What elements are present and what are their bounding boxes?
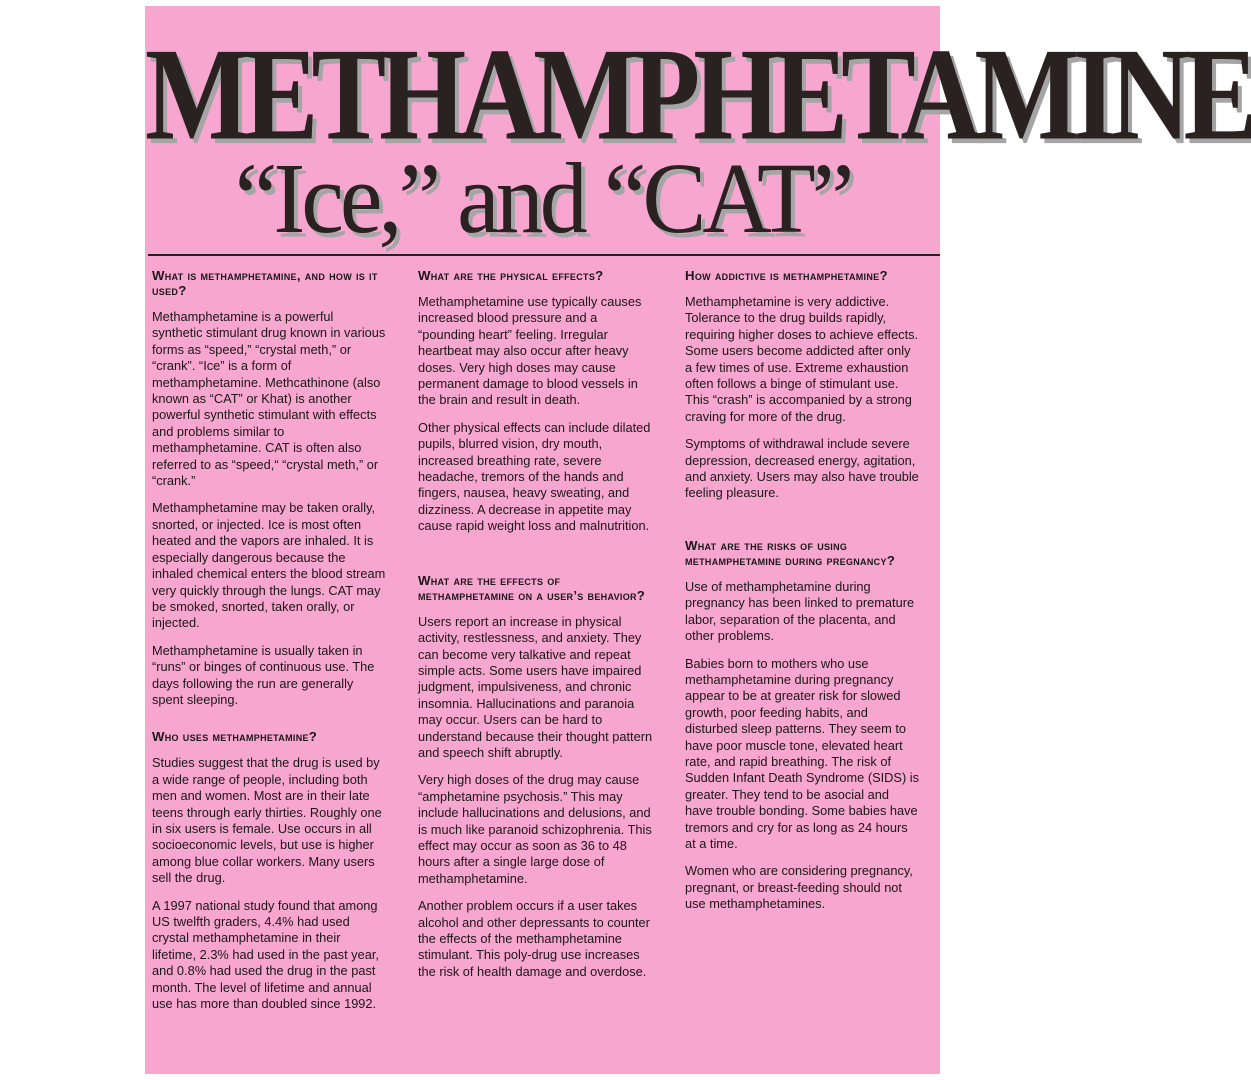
section-heading: What are the physical effects? <box>418 268 604 283</box>
paragraph: Babies born to mothers who use methamphetamine during pregnancy appear to be at greater risk for slowed growth, poor feeding habits, and disturbed sleep patterns. They seem to have poor muscle tone, elevated heart rate, and rapid breathing. The risk of Sudden Infant Death Syndrome (SIDS) is greater. They tend to be asocial and have trouble bonding. Some babies have tremors and cry for as long as 24 hours at a time. <box>685 655 920 851</box>
paragraph: Studies suggest that the drug is used by a wide range of people, including both men and women. Most are in their late teens through early thirties. Roughly one in six users is female. Use occurs in all socioeconomic levels, but use is higher among blue collar workers. Many users sell the drug. <box>152 755 382 886</box>
paragraph: Methamphetamine use typically causes increased blood pressure and a “pounding heart” feeling. Irregular heartbeat may also occur after heavy doses. Very high doses may cause permanent damage to blood vessels in the brain and result in death. <box>418 294 642 408</box>
page-title: METHAMPHETAMINE <box>145 21 1251 168</box>
paragraph: Symptoms of withdrawal include severe depression, decreased energy, agitation, and anxiety. Users may also have trouble feeling pleasure. <box>685 436 919 501</box>
paragraph: Methamphetamine may be taken orally, snorted, or injected. Ice is most often heated and the vapors are inhaled. It is especially dangerous because the inhaled chemical enters the blood stream very quickly through the lungs. CAT may be smoked, snorted, taken orally, or injected. <box>152 500 386 631</box>
section-heading: Who uses methamphetamine? <box>152 729 318 745</box>
section-heading: How addictive is methamphetamine? <box>685 268 888 283</box>
section-heading: What are the risks of using methamphetamine during pregnancy? <box>685 537 896 568</box>
paragraph: Methamphetamine is usually taken in “runs” or binges of continuous use. The days following the run are generally spent sleeping. <box>152 642 375 707</box>
page-subtitle: “Ice,” and “CAT” <box>234 141 851 255</box>
paragraph: A 1997 national study found that among US twelfth graders, 4.4% had used crystal methamphetamine in their lifetime, 2.3% had used in the past year, and 0.8% had used the drug in the past month. The level of lifetime and annual use has more than doubled since 1992. <box>152 897 379 1012</box>
column-2 <box>418 268 653 991</box>
paragraph: Other physical effects can include dilated pupils, blurred vision, dry mouth, increased breathing rate, severe headache, tremors of the hands and fingers, nausea, heavy sweating, and dizziness. A decrease in appetite may cause rapid weight loss and malnutrition. <box>418 419 651 534</box>
section-heading: What is methamphetamine, and how is it used? <box>152 268 378 298</box>
pink-flyer-page <box>145 6 1251 1074</box>
title-divider <box>148 254 940 256</box>
paragraph: Women who are considering pregnancy, pregnant, or breast-feeding should not use methamphetamines. <box>685 863 913 912</box>
section-heading: What are the effects of methamphetamine on a user’s behavior? <box>418 572 646 603</box>
paragraph: Methamphetamine is a powerful synthetic stimulant drug known in various forms as “speed,” “crystal meth,” or “crank”. “Ice” is a form of methamphetamine. Methcathinone (also known as “CAT” or Khat) is another powerful synthetic stimulant with effects and problems similar to methamphetamine. CAT is often also referred to as “speed,“ “crystal meth,” or “crank.” <box>152 309 386 489</box>
column-3 <box>685 268 920 924</box>
paragraph: Use of methamphetamine during pregnancy has been linked to premature labor, separation of the placenta, and other problems. <box>685 578 915 644</box>
column-1 <box>152 268 387 1023</box>
paragraph: Another problem occurs if a user takes alcohol and other depressants to counter the effects of the methamphetamine stimulant. This poly-drug use increases the risk of health damage and overdose. <box>418 898 650 979</box>
paragraph: Very high doses of the drug may cause “amphetamine psychosis.” This may include hallucinations and delusions, and is much like paranoid schizophrenia. This effect may occur as soon as 36 to 48 hours after a single large dose of methamphetamine. <box>418 772 652 886</box>
paragraph: Users report an increase in physical activity, restlessness, and anxiety. They can become very talkative and repeat simple acts. Some users have impaired judgment, impulsiveness, and chronic insomnia. Hallucinations and paranoia may occur. Users can be hard to understand because their thought pattern and speech shift abruptly. <box>418 613 653 760</box>
paragraph: Methamphetamine is very addictive. Tolerance to the drug builds rapidly, requiring higher doses to achieve effects. Some users become addicted after only a few times of use. Extreme exhaustion often follows a binge of stimulant use. This “crash” is accompanied by a strong craving for more of the drug. <box>685 294 919 424</box>
